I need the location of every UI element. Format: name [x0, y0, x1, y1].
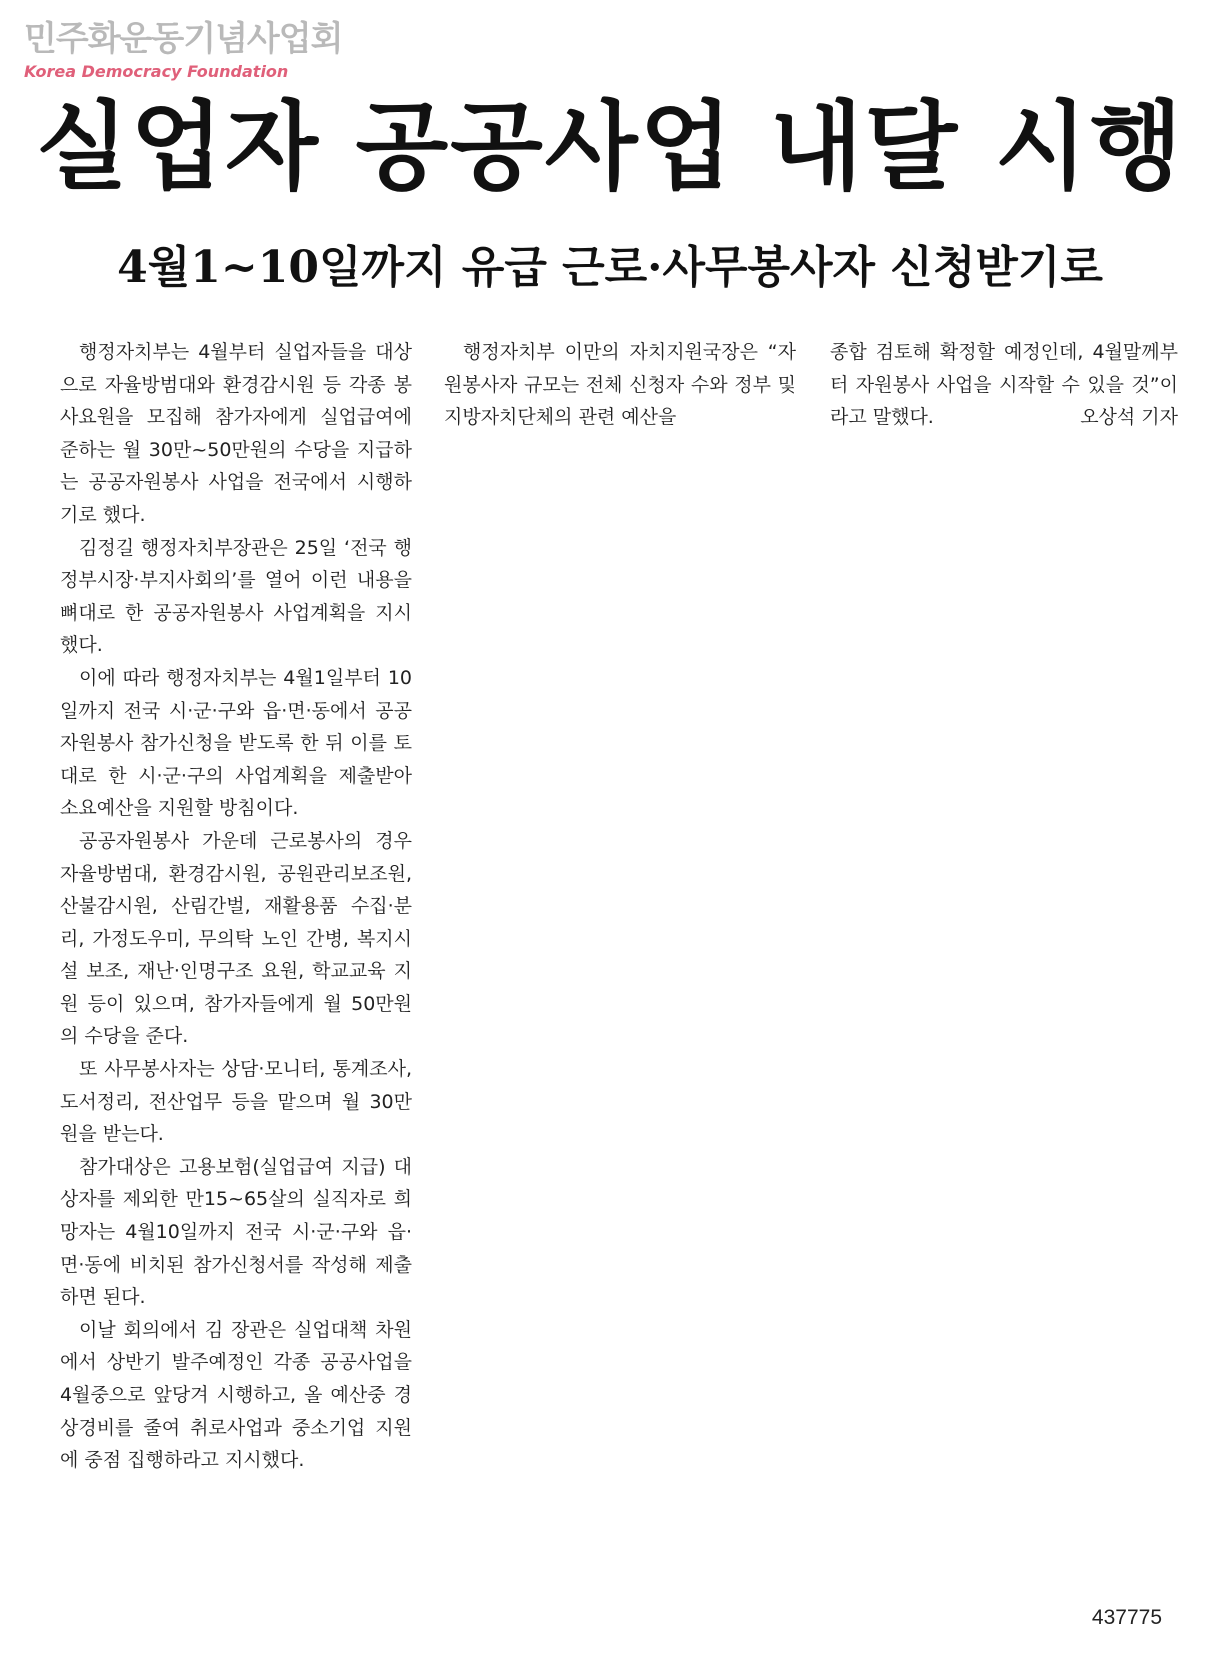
- paragraph: 이에 따라 행정자치부는 4월1일부터 10일까지 전국 시·군·구와 읍·면·동에서 공공자원봉사 참가신청을 받도록 한 뒤 이를 토대로 한 시·군·구의 사업계획을 제출받아 소요예산을 지원할 방침이다.: [60, 666, 412, 820]
- foundation-logo: [24, 18, 342, 82]
- paragraph: 이날 회의에서 김 장관은 실업대책 차원에서 상반기 발주예정인 각종 공공사업을 4월중으로 앞당겨 시행하고, 올 예산중 경상경비를 줄여 취로사업과 중소기업 지원에 중점 집행하라고 지시했다.: [60, 1318, 412, 1472]
- article-column-2: [444, 336, 796, 434]
- article-column-3: [830, 336, 1178, 434]
- paragraph-text: 종합 검토해 확정할 예정인데, 4월말께부터 자원봉사 사업을 시작할 수 있을 것”이라고 말했다.: [830, 341, 1178, 429]
- paragraph: 행정자치부는 4월부터 실업자들을 대상으로 자율방범대와 환경감시원 등 각종 봉사요원을 모집해 참가자에게 실업급여에 준하는 월 30만~50만원의 수당을 지급하는 공공자원봉사 사업을 전국에서 시행하기로 했다.: [60, 341, 412, 526]
- article-column-1: [60, 336, 412, 1477]
- logo-korean-text: 민주화운동기념사업회: [24, 19, 343, 59]
- paragraph: 행정자치부 이만의 자치지원국장은 “자원봉사자 규모는 전체 신청자 수와 정부 및 지방자치단체의 관련 예산을: [444, 341, 796, 429]
- article-headline: 실업자 공공사업 내달 시행: [35, 91, 1185, 203]
- paragraph: 김정길 행정자치부장관은 25일 ‘전국 행정부시장·부지사회의’를 열어 이런 내용을 뼈대로 한 공공자원봉사 사업계획을 지시했다.: [60, 536, 412, 657]
- paragraph: 공공자원봉사 가운데 근로봉사의 경우 자율방범대, 환경감시원, 공원관리보조원, 산불감시원, 산림간벌, 재활용품 수집·분리, 가정도우미, 무의탁 노인 간병, 복지시설 보조, 재난·인명구조 요원, 학교교육 지원 등이 있으며, 참가자들에게 월 50만원의 수당을 준다.: [60, 829, 412, 1048]
- logo-english-text: Korea Democracy Foundation: [24, 62, 289, 81]
- byline: 오상석 기자: [1080, 406, 1178, 429]
- paragraph: 참가대상은 고용보험(실업급여 지급) 대상자를 제외한 만15~65살의 실직자로 희망자는 4월10일까지 전국 시·군·구와 읍·면·동에 비치된 참가신청서를 작성해 제출하면 된다.: [60, 1155, 412, 1309]
- paragraph: 또 사무봉사자는 상담·모니터, 통계조사, 도서정리, 전산업무 등을 맡으며 월 30만원을 받는다.: [60, 1058, 412, 1146]
- article-subheadline: 4월1~10일까지 유급 근로·사무봉사자 신청받기로: [117, 242, 1103, 293]
- paragraph-continued: [830, 336, 1178, 434]
- document-number: 437775: [1091, 1606, 1162, 1629]
